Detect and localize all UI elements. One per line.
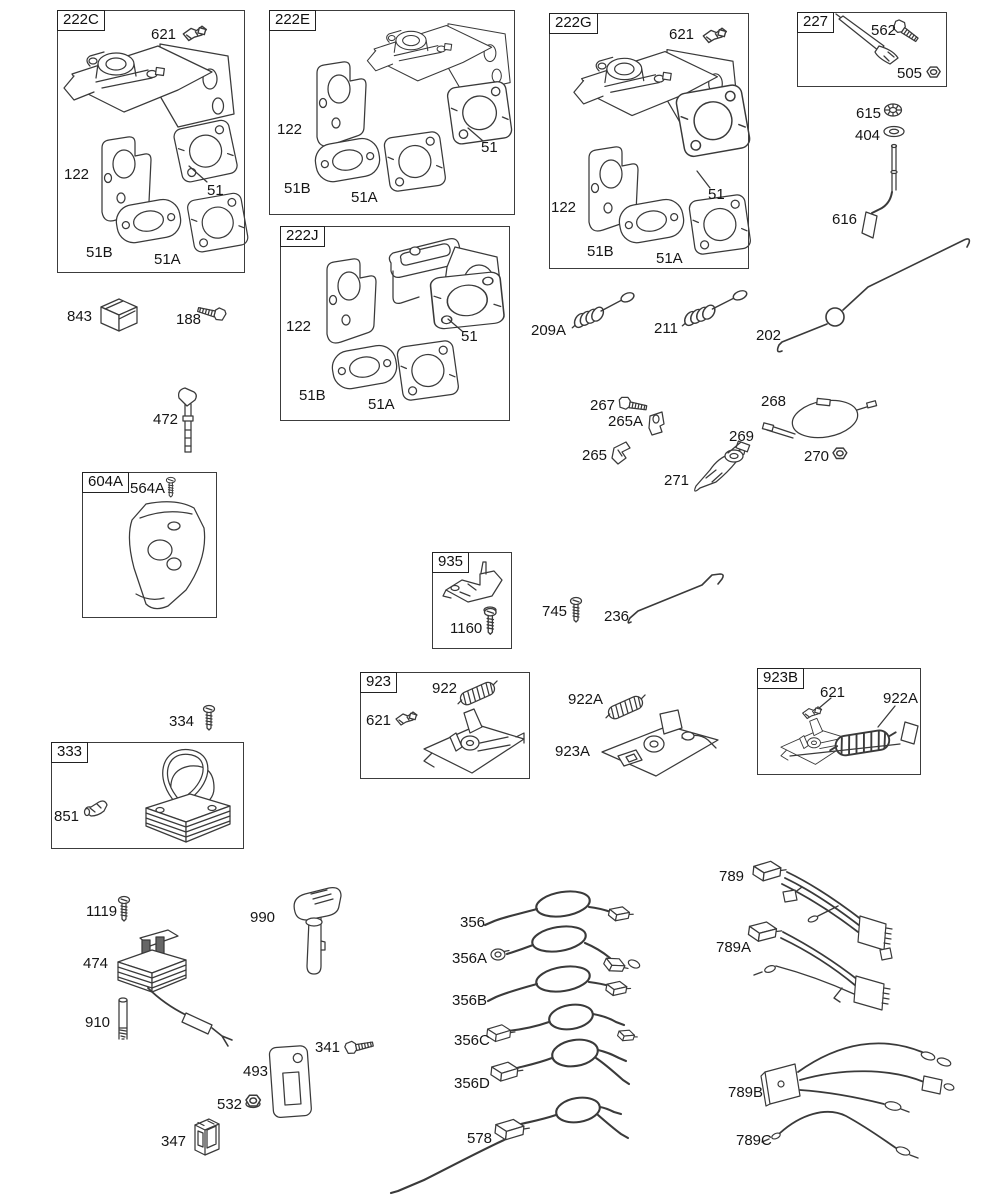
part-drawing-843 xyxy=(101,299,137,331)
callout-222c-122: 122 xyxy=(64,166,90,183)
part-drawing-341 xyxy=(344,1037,374,1055)
callout-222e-51: 51 xyxy=(481,139,498,156)
callout-222g-51: 51 xyxy=(708,186,725,203)
part-drawing-188 xyxy=(197,303,227,322)
callout-222j-51: 51 xyxy=(461,328,478,345)
callout-265: 265 xyxy=(582,447,608,464)
callout-222c-51b: 51B xyxy=(86,244,113,261)
callout-236: 236 xyxy=(604,608,630,625)
group-box-333 xyxy=(51,742,244,849)
part-drawing-1119 xyxy=(119,897,130,922)
callout-1160: 1160 xyxy=(450,620,483,637)
callout-356a: 356A xyxy=(452,950,488,967)
part-drawing-990 xyxy=(294,888,341,974)
part-drawing-472 xyxy=(179,388,197,452)
part-drawing-202 xyxy=(778,239,970,352)
callout-222e-51a: 51A xyxy=(351,189,378,206)
callout-922: 922 xyxy=(432,680,458,697)
callout-505: 505 xyxy=(897,65,923,82)
callout-222c-51a: 51A xyxy=(154,251,181,268)
group-label-333: 333 xyxy=(51,742,88,763)
callout-616: 616 xyxy=(832,211,858,228)
callout-265a: 265A xyxy=(608,413,644,430)
group-label-604a: 604A xyxy=(82,472,129,493)
group-label-222j: 222J xyxy=(280,226,325,247)
part-drawing-745 xyxy=(571,598,582,623)
callout-474: 474 xyxy=(83,955,109,972)
part-drawing-789c xyxy=(762,1112,918,1158)
callout-851: 851 xyxy=(54,808,80,825)
callout-222j-122: 122 xyxy=(286,318,312,335)
callout-222g-122: 122 xyxy=(551,199,577,216)
part-drawing-615 xyxy=(885,104,902,116)
callout-615: 615 xyxy=(856,105,882,122)
group-box-222c xyxy=(57,10,245,273)
callout-209a: 209A xyxy=(531,322,567,339)
group-label-923b: 923B xyxy=(757,668,804,689)
part-drawing-356c xyxy=(486,1002,638,1045)
part-drawing-910 xyxy=(119,998,127,1039)
callout-222c-51: 51 xyxy=(207,182,224,199)
callout-222g-51a: 51A xyxy=(656,250,683,267)
callout-271: 271 xyxy=(664,472,690,489)
callout-222j-51b: 51B xyxy=(299,387,326,404)
callout-222j-51a: 51A xyxy=(368,396,395,413)
part-drawing-265a xyxy=(649,412,664,435)
callout-532: 532 xyxy=(217,1096,243,1113)
part-drawing-789b xyxy=(761,1043,955,1112)
group-label-227: 227 xyxy=(797,12,834,33)
group-label-222c: 222C xyxy=(57,10,105,31)
part-drawing-211 xyxy=(682,289,748,327)
callout-222g-51b: 51B xyxy=(587,243,614,260)
callout-334: 334 xyxy=(169,713,195,730)
callout-789a: 789A xyxy=(716,939,752,956)
callout-270: 270 xyxy=(804,448,830,465)
callout-356b: 356B xyxy=(452,992,488,1009)
part-drawing-356d xyxy=(490,1037,629,1084)
callout-843: 843 xyxy=(67,308,93,325)
callout-562: 562 xyxy=(871,22,897,39)
callout-202: 202 xyxy=(756,327,782,344)
callout-789c: 789C xyxy=(736,1132,772,1149)
callout-493: 493 xyxy=(243,1063,269,1080)
part-drawing-334 xyxy=(204,706,215,731)
callout-356d: 356D xyxy=(454,1075,490,1092)
part-drawing-265 xyxy=(612,442,630,464)
callout-347: 347 xyxy=(161,1133,187,1150)
part-drawing-532 xyxy=(246,1095,260,1107)
callout-923a: 923A xyxy=(555,743,591,760)
callout-222c-621: 621 xyxy=(151,26,177,43)
callout-578: 578 xyxy=(467,1130,493,1147)
part-drawing-356a xyxy=(491,923,641,978)
callout-922a: 922A xyxy=(568,691,604,708)
part-drawing-347 xyxy=(195,1119,219,1155)
callout-1119: 1119 xyxy=(86,903,118,920)
part-drawing-474 xyxy=(118,930,232,1046)
callout-269: 269 xyxy=(729,428,755,445)
callout-267: 267 xyxy=(590,397,616,414)
callout-188: 188 xyxy=(176,311,202,328)
callout-341: 341 xyxy=(315,1039,341,1056)
callout-789: 789 xyxy=(719,868,745,885)
callout-356c: 356C xyxy=(454,1032,490,1049)
callout-789b: 789B xyxy=(728,1084,764,1101)
callout-990: 990 xyxy=(250,909,276,926)
callout-910: 910 xyxy=(85,1014,111,1031)
part-drawing-493 xyxy=(269,1045,312,1117)
callout-211: 211 xyxy=(654,320,678,337)
callout-356: 356 xyxy=(460,914,486,931)
group-label-923: 923 xyxy=(360,672,397,693)
callout-923b-621: 621 xyxy=(820,684,846,701)
callout-923b-922a: 922A xyxy=(883,690,919,707)
part-drawing-789 xyxy=(752,860,892,960)
part-drawing-356 xyxy=(485,888,634,925)
part-drawing-271 xyxy=(695,441,750,491)
part-drawing-404 xyxy=(884,127,904,137)
group-label-222g: 222G xyxy=(549,13,598,34)
part-drawing-923a xyxy=(602,710,718,776)
part-drawing-578 xyxy=(391,1095,628,1193)
part-drawing-236 xyxy=(628,574,723,623)
part-drawing-270 xyxy=(833,448,847,458)
callout-923-621: 621 xyxy=(366,712,392,729)
callout-745: 745 xyxy=(542,603,568,620)
group-label-222e: 222E xyxy=(269,10,316,31)
callout-222e-122: 122 xyxy=(277,121,303,138)
part-drawing-209a xyxy=(572,291,635,329)
callout-472: 472 xyxy=(153,411,179,428)
callout-564a: 564A xyxy=(130,480,166,497)
part-drawing-616 xyxy=(862,145,897,239)
part-drawing-267 xyxy=(618,396,648,413)
group-box-222g xyxy=(549,13,749,269)
group-label-935: 935 xyxy=(432,552,469,573)
part-drawing-922a xyxy=(603,692,649,722)
callout-222e-51b: 51B xyxy=(284,180,311,197)
callout-222g-621: 621 xyxy=(669,26,695,43)
callout-268: 268 xyxy=(761,393,787,410)
callout-404: 404 xyxy=(855,127,881,144)
